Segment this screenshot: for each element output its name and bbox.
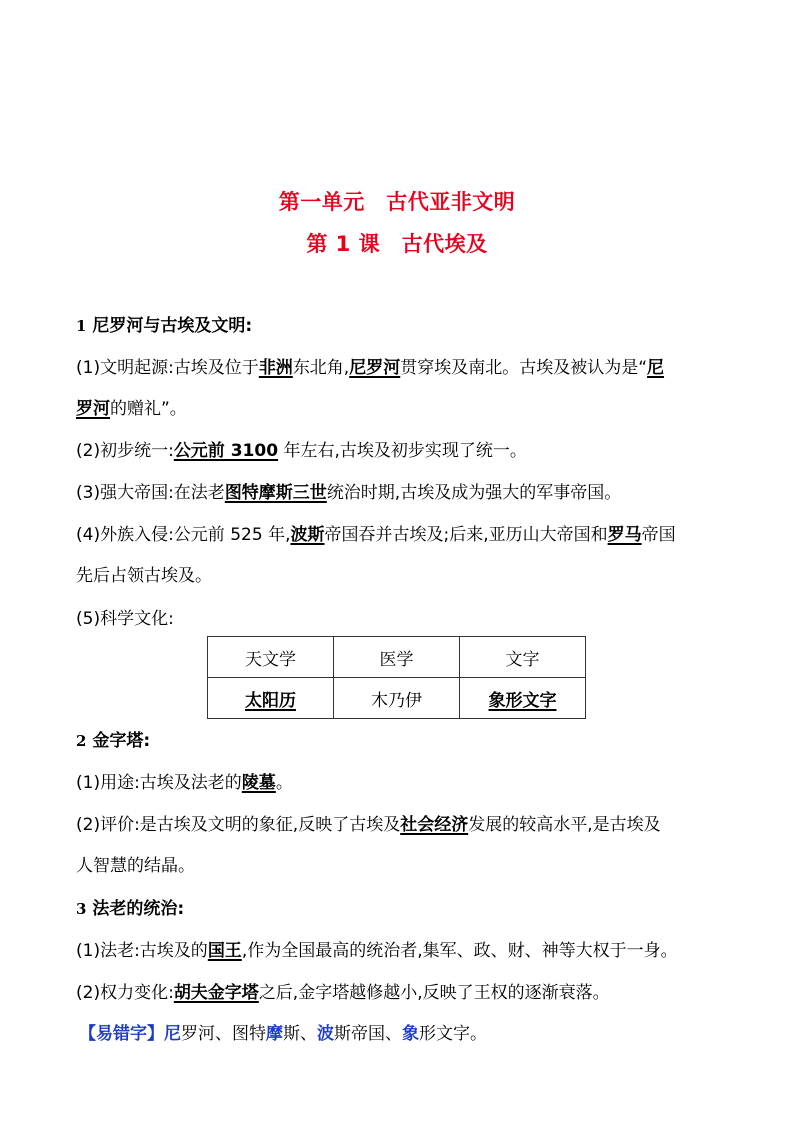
answer-rome: 罗马 [607, 525, 642, 545]
text: 发展的较高水平,是古埃及 [468, 815, 661, 835]
text: 斯帝国、 [334, 1024, 402, 1044]
lesson-title: 第 1 课 古代埃及 [306, 232, 488, 256]
text: 统治时期,古埃及成为强大的军事帝国。 [326, 483, 622, 503]
text: 东北角, [292, 358, 350, 378]
answer-niluohe: 尼罗河 [349, 358, 401, 378]
tip-label: 【易错字】 [79, 1024, 164, 1044]
answer-hieroglyph: 象形文字 [488, 690, 557, 711]
s2-p1 [76, 771, 736, 795]
section3-heading [76, 897, 736, 921]
s1-p4-line2: 先后占领古埃及。 [76, 566, 212, 586]
section1-heading-text: 尼罗河与古埃及文明: [92, 316, 253, 336]
table-cell [208, 678, 334, 719]
answer-feizhou: 非洲 [258, 358, 293, 378]
table-cell [460, 678, 586, 719]
text: (1)法老:古埃及的 [76, 941, 208, 961]
table-header-cell: 文字 [460, 637, 586, 678]
section2-heading-text: 金字塔: [92, 731, 151, 751]
table-row [208, 678, 586, 719]
answer-ni: 尼 [647, 358, 665, 378]
answer-pharaoh: 图特摩斯三世 [224, 483, 327, 503]
s1-p1-line1 [76, 356, 736, 380]
tip-char: 尼 [164, 1024, 181, 1044]
text: (2)初步统一: [76, 441, 174, 461]
answer-persia: 波斯 [290, 525, 325, 545]
s3-p2 [76, 981, 736, 1005]
table-cell: 木乃伊 [334, 678, 460, 719]
section3-heading-text: 法老的统治: [92, 899, 185, 919]
section1-heading [76, 314, 736, 338]
error-prone-characters [79, 1022, 739, 1046]
s1-p2 [76, 439, 736, 463]
text: 形文字。 [419, 1024, 487, 1044]
tip-char: 象 [402, 1024, 419, 1044]
answer-king: 国王 [207, 941, 242, 961]
text: 。 [275, 773, 293, 793]
s1-p3 [76, 481, 736, 505]
text: 贯穿埃及南北。古埃及被认为是“ [400, 358, 648, 378]
section2-heading [76, 729, 736, 753]
text: 年左右,古埃及初步实现了统一。 [278, 441, 527, 461]
text: 之后,金字塔越修越小,反映了王权的逐渐衰落。 [258, 983, 610, 1003]
answer-luohe: 罗河 [76, 399, 110, 419]
text: 帝国吞并古埃及;后来,亚历山大帝国和 [324, 525, 608, 545]
science-culture-table [207, 636, 586, 719]
text: 罗河、图特 [181, 1024, 266, 1044]
table-header-cell: 医学 [334, 637, 460, 678]
text: (2)评价:是古埃及文明的象征,反映了古埃及 [76, 815, 401, 835]
text: (1)用途:古埃及法老的 [76, 773, 242, 793]
text: (4)外族入侵:公元前 525 年, [76, 525, 291, 545]
text: ,作为全国最高的统治者,集军、政、财、神等大权于一身。 [241, 941, 678, 961]
section3-number: 3 [76, 900, 87, 918]
text: 斯、 [283, 1024, 317, 1044]
answer-calendar: 太阳历 [245, 690, 296, 711]
table-header-row [208, 637, 586, 678]
answer-khufu: 胡夫金字塔 [173, 983, 259, 1003]
s3-p1 [76, 939, 736, 963]
tip-char: 摩 [266, 1024, 283, 1044]
text: (3)强大帝国:在法老 [76, 483, 225, 503]
text: (1)文明起源:古埃及位于 [76, 358, 259, 378]
tip-char: 波 [317, 1024, 334, 1044]
s2-p2-line1 [76, 813, 736, 837]
text: 的赠礼”。 [110, 399, 187, 419]
section2-number: 2 [76, 732, 87, 750]
answer-tomb: 陵墓 [241, 773, 276, 793]
unit-title: 第一单元 古代亚非文明 [278, 190, 516, 214]
s2-p2-line2: 人智慧的结晶。 [76, 856, 195, 876]
answer-date: 公元前 3100 [173, 441, 279, 461]
answer-economy: 社会经济 [400, 815, 469, 835]
text: 帝国 [641, 525, 676, 545]
text: (2)权力变化: [76, 983, 174, 1003]
table-header-cell: 天文学 [208, 637, 334, 678]
s1-p4-line1 [76, 523, 736, 547]
section1-number: 1 [76, 317, 87, 335]
s1-p5: (5)科学文化: [76, 609, 174, 629]
s1-p1-line2 [76, 397, 736, 421]
